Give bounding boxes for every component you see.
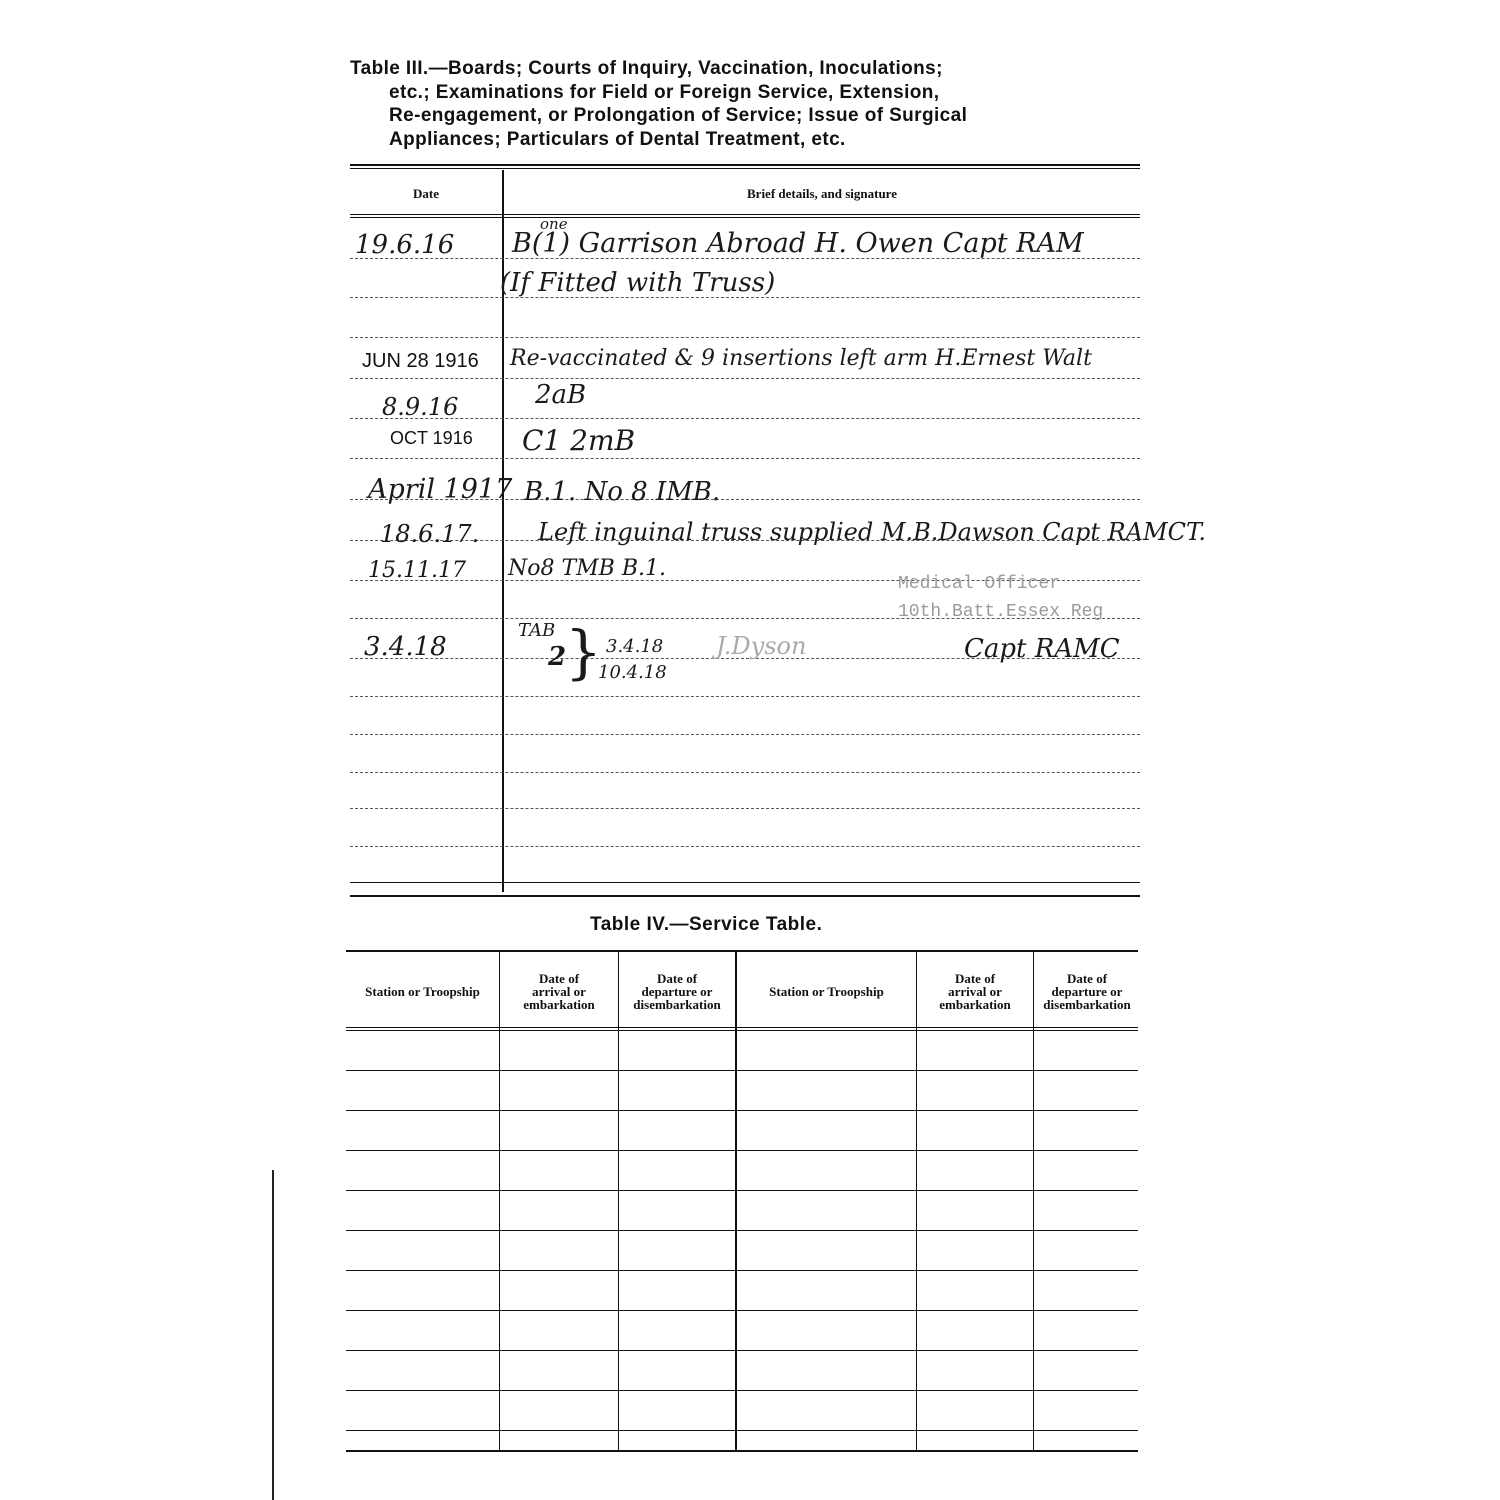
table3-row-line (350, 846, 1140, 847)
page-edge-mark (272, 1170, 274, 1500)
header-line: Date of (1066, 971, 1108, 986)
table3-row-line (350, 772, 1140, 773)
header-line: embarkation (939, 997, 1011, 1012)
table4-row-line (346, 1110, 1138, 1111)
table3-row-line (350, 337, 1140, 338)
header-line: Date of (538, 971, 580, 986)
table4-row-line (346, 1430, 1138, 1431)
table4-row-line (346, 1390, 1138, 1391)
header-line: disembarkation (633, 997, 721, 1012)
header-line: departure or (641, 984, 713, 999)
table3-title-line: Table III.—Boards; Courts of Inquiry, Vaccination, Inoculations; (350, 58, 943, 79)
medical-officer-stamp-line2: 10th.Batt.Essex Reg (898, 602, 1104, 622)
table3-row-line (350, 734, 1140, 735)
table4-header-station: Station or Troopship (365, 984, 480, 999)
table4-header-station: Station or Troopship (769, 984, 884, 999)
table3-title-line: Re-engagement, or Prolongation of Service; Issue of Surgical (389, 105, 968, 126)
entry-date: 3.4.18 (364, 632, 447, 662)
entry-details: No8 TMB B.1. (508, 556, 666, 581)
entry-date: April 1917 (368, 474, 513, 505)
table3-row-line (350, 458, 1140, 459)
table4-top-rule (346, 950, 1138, 952)
table4-col-divider (735, 952, 737, 1450)
entry-details: Re-vaccinated & 9 insertions left arm H.Ernest Walt (510, 346, 1092, 371)
entry-date: 8.9.16 (382, 393, 459, 421)
table4-row-line (346, 1310, 1138, 1311)
table4-header-arrival (917, 972, 1033, 1011)
table3-bottom-rule-2 (350, 895, 1140, 897)
table3-top-rule-2 (350, 168, 1140, 169)
table4-row-line (346, 1150, 1138, 1151)
table4-header-departure (1034, 972, 1140, 1011)
table3-row-line (350, 808, 1140, 809)
table3-title-line: etc.; Examinations for Field or Foreign Service, Extension, (389, 81, 940, 103)
tab-date-1: 3.4.18 (606, 636, 664, 657)
table4-row-line (346, 1230, 1138, 1231)
table4-row-line (346, 1070, 1138, 1071)
table4-col-divider (618, 952, 619, 1450)
table3-details-header: Brief details, and signature (747, 186, 897, 201)
signature-rank: Capt RAMC (964, 634, 1120, 664)
table3-header-rule (350, 214, 1140, 215)
table3-bottom-rule (350, 882, 1140, 883)
table4-col-divider (499, 952, 500, 1450)
header-line: Date of (954, 971, 996, 986)
signature: J.Dyson (716, 632, 807, 660)
table3-header-rule-2 (350, 217, 1140, 218)
entry-details: (If Fitted with Truss) (500, 268, 776, 298)
table4-header-rule-2 (346, 1030, 1138, 1031)
table4-header-arrival (500, 972, 618, 1011)
entry-details: Left inguinal truss supplied M.B.Dawson Capt RAMCT. (538, 518, 1207, 546)
entry-superscript: one (540, 215, 568, 233)
header-line: embarkation (523, 997, 595, 1012)
table4-bottom-rule (346, 1450, 1138, 1452)
header-line: arrival or (948, 984, 1002, 999)
entry-date: 19.6.16 (355, 230, 455, 260)
table4-row-line (346, 1190, 1138, 1191)
tab-number: 2 (548, 642, 567, 672)
header-line: departure or (1051, 984, 1123, 999)
medical-officer-stamp-line1: Medical Officer (898, 574, 1061, 594)
brace-mark: } (565, 618, 602, 686)
header-line: Date of (656, 971, 698, 986)
table3-date-header: Date (413, 186, 439, 201)
table4-row-line (346, 1270, 1138, 1271)
table3-row-line (350, 378, 1140, 379)
entry-date-stamp: OCT 1916 (390, 428, 473, 448)
table3-title-line: Appliances; Particulars of Dental Treatment, etc. (389, 128, 846, 150)
entry-date: 18.6.17. (380, 520, 480, 548)
entry-date-stamp: JUN 28 1916 (362, 350, 479, 372)
header-line: arrival or (532, 984, 586, 999)
entry-details: B.1. No 8 IMB. (524, 477, 721, 507)
entry-details: C1 2mB (522, 424, 636, 457)
table4-col-divider (1033, 952, 1034, 1450)
table3-title (350, 57, 1150, 151)
table4-col-divider (916, 952, 917, 1450)
table3-top-rule (350, 164, 1140, 166)
table3-row-line (350, 418, 1140, 419)
entry-details: B(1) Garrison Abroad H. Owen Capt RAM (512, 228, 1084, 259)
table4-title: Table IV.—Service Table. (590, 914, 823, 935)
entry-date: 15.11.17 (368, 558, 466, 583)
table4-header-rule (346, 1027, 1138, 1028)
header-line: disembarkation (1043, 997, 1131, 1012)
tab-date-2: 10.4.18 (598, 662, 667, 683)
table4-row-line (346, 1350, 1138, 1351)
tab-label: TAB (518, 620, 556, 641)
table4-header-departure (619, 972, 735, 1011)
entry-details: 2aB (535, 380, 587, 410)
table3-row-line (350, 696, 1140, 697)
